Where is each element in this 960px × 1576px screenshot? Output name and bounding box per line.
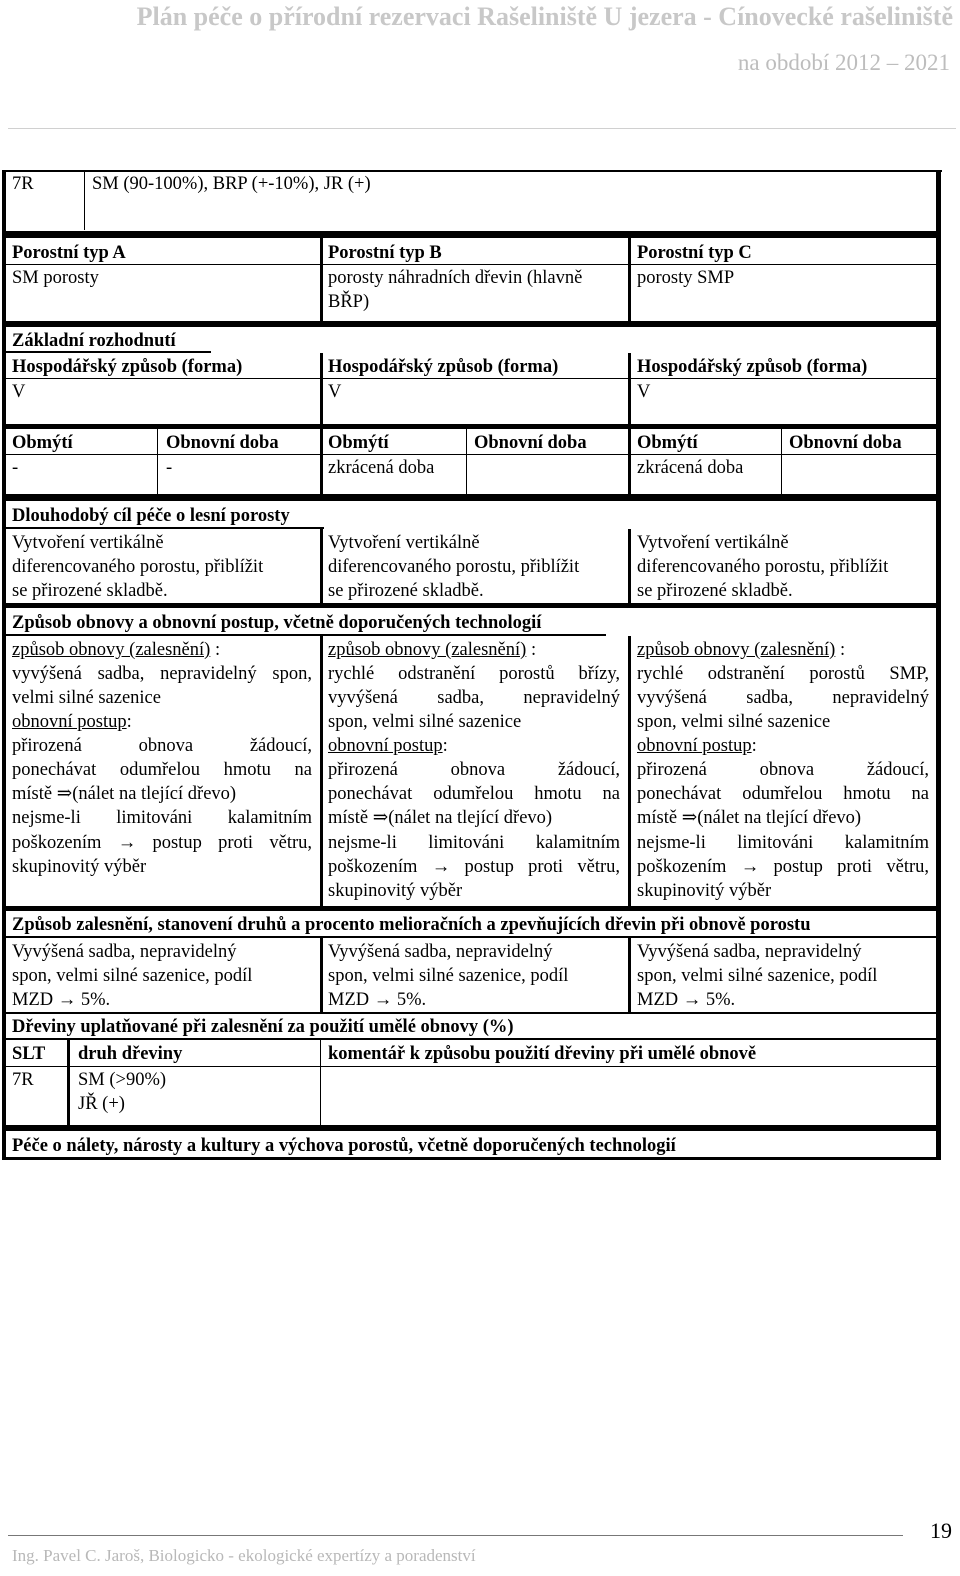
renewal-procedure-c: poškozením → postup proti větru, bbox=[637, 857, 929, 877]
rotation-value-a: - bbox=[12, 458, 19, 478]
afforestation-text-b: spon, velmi silné sazenice, podíl bbox=[328, 966, 569, 986]
goal-text-c: Vytvoření vertikálně bbox=[637, 533, 789, 553]
renewal-procedure-c: přirozená obnova žádoucí, bbox=[637, 760, 929, 780]
section-rule bbox=[6, 231, 936, 238]
renewal-procedure-b: přirozená obnova žádoucí, bbox=[328, 760, 620, 780]
stand-type-c-heading: Porostní typ C bbox=[637, 243, 752, 263]
renewal-procedure-a: skupinovitý výběr bbox=[12, 857, 147, 877]
species-column-header: druh dřeviny bbox=[78, 1044, 183, 1064]
rotation-heading: Obmýtí bbox=[328, 433, 389, 453]
slt-code: 7R bbox=[12, 174, 34, 194]
column-rule bbox=[320, 353, 323, 425]
column-rule bbox=[320, 238, 323, 322]
stand-type-a-desc: SM porosty bbox=[12, 268, 99, 288]
section-rule bbox=[6, 494, 936, 501]
stand-type-c-desc: porosty SMP bbox=[637, 268, 735, 288]
column-rule bbox=[781, 429, 782, 495]
goal-text-a: Vytvoření vertikálně bbox=[12, 533, 164, 553]
renewal-heading: Způsob obnovy a obnovní postup, včetně doporučených technologií bbox=[12, 613, 542, 633]
afforestation-text-c: spon, velmi silné sazenice, podíl bbox=[637, 966, 878, 986]
afforestation-text-b: Vyvýšená sadba, nepravidelný bbox=[328, 942, 553, 962]
renewal-method-c: vyvýšená sadba, nepravidelný bbox=[637, 688, 929, 708]
page-title: Plán péče o přírodní rezervaci Rašeliniště U jezera - Cínovecké rašeliniště bbox=[136, 2, 953, 31]
goal-text-b: se přirozené skladbě. bbox=[328, 581, 484, 601]
column-rule bbox=[628, 529, 631, 604]
column-rule bbox=[67, 1040, 70, 1126]
method-heading-c: Hospodářský způsob (forma) bbox=[637, 357, 868, 377]
column-rule bbox=[320, 429, 323, 495]
footer-divider bbox=[8, 1535, 903, 1536]
renewal-period-heading: Obnovní doba bbox=[789, 433, 902, 453]
renewal-procedure-a: ponechávat odumřelou hmotu na bbox=[12, 760, 312, 780]
footer-author: Ing. Pavel C. Jaroš, Biologicko - ekologické expertízy a poradenství bbox=[12, 1546, 476, 1565]
care-heading: Péče o nálety, nárosty a kultury a výchova porostů, včetně doporučených technologií bbox=[12, 1136, 676, 1156]
renewal-procedure-label-a: obnovní postup: bbox=[12, 712, 132, 732]
species-row-name: JŘ (+) bbox=[78, 1094, 125, 1114]
renewal-method-label-c: způsob obnovy (zalesnění) : bbox=[637, 640, 846, 660]
afforestation-text-c: MZD → 5%. bbox=[637, 990, 736, 1010]
renewal-procedure-c: nejsme-li limitováni kalamitním bbox=[637, 833, 929, 853]
goal-text-a: se přirozené skladbě. bbox=[12, 581, 168, 601]
section-rule bbox=[6, 906, 936, 911]
renewal-procedure-b: nejsme-li limitováni kalamitním bbox=[328, 833, 620, 853]
afforestation-text-b: MZD → 5%. bbox=[328, 990, 427, 1010]
slt-row-divider bbox=[84, 172, 85, 230]
column-rule bbox=[628, 429, 631, 495]
section-rule bbox=[6, 264, 936, 265]
rotation-heading: Obmýtí bbox=[12, 433, 73, 453]
afforestation-text-a: Vyvýšená sadba, nepravidelný bbox=[12, 942, 237, 962]
goal-text-c: se přirozené skladbě. bbox=[637, 581, 793, 601]
renewal-procedure-c: místě ⇒(nálet na tlející dřevo) bbox=[637, 808, 862, 828]
renewal-procedure-b: ponechávat odumřelou hmotu na bbox=[328, 784, 620, 804]
method-value-c: V bbox=[637, 382, 651, 402]
species-row-slt: 7R bbox=[12, 1070, 34, 1090]
renewal-procedure-b: místě ⇒(nálet na tlející dřevo) bbox=[328, 808, 553, 828]
renewal-method-b: rychlé odstranění porostů břízy, bbox=[328, 664, 620, 684]
species-row-name: SM (>90%) bbox=[78, 1070, 167, 1090]
plan-period: na období 2012 – 2021 bbox=[737, 50, 950, 75]
slt-column-header: SLT bbox=[12, 1044, 46, 1064]
stand-type-b-desc: BŘP) bbox=[328, 292, 370, 312]
rotation-value-b: zkrácená doba bbox=[328, 458, 435, 478]
species-heading: Dřeviny uplatňované při zalesnění za použití umělé obnovy (%) bbox=[12, 1017, 514, 1037]
renewal-procedure-c: ponechávat odumřelou hmotu na bbox=[637, 784, 929, 804]
section-rule bbox=[6, 1066, 936, 1067]
stand-type-a-heading: Porostní typ A bbox=[12, 243, 126, 263]
column-rule bbox=[628, 353, 631, 425]
method-heading-b: Hospodářský způsob (forma) bbox=[328, 357, 559, 377]
column-rule bbox=[320, 1040, 321, 1126]
long-term-goal-heading: Dlouhodobý cíl péče o lesní porosty bbox=[12, 506, 290, 526]
renewal-method-label-a: způsob obnovy (zalesnění) : bbox=[12, 640, 221, 660]
method-value-a: V bbox=[12, 382, 26, 402]
renewal-procedure-c: skupinovitý výběr bbox=[637, 881, 772, 901]
renewal-procedure-label-b: obnovní postup: bbox=[328, 736, 448, 756]
page-number: 19 bbox=[930, 1518, 952, 1543]
afforestation-heading: Způsob zalesnění, stanovení druhů a procento melioračních a zpevňujících dřevin při obnově porostu bbox=[12, 915, 811, 935]
afforestation-text-a: spon, velmi silné sazenice, podíl bbox=[12, 966, 253, 986]
column-rule bbox=[628, 636, 631, 907]
renewal-procedure-b: poškozením → postup proti větru, bbox=[328, 857, 620, 877]
column-rule bbox=[628, 938, 631, 1013]
stand-type-b-desc: porosty náhradních dřevin (hlavně bbox=[328, 268, 583, 288]
column-rule bbox=[320, 529, 323, 604]
goal-text-c: diferencovaného porostu, přiblížit bbox=[637, 557, 889, 577]
method-heading-a: Hospodářský způsob (forma) bbox=[12, 357, 243, 377]
rotation-value-c: zkrácená doba bbox=[637, 458, 744, 478]
basic-decision-heading: Základní rozhodnutí bbox=[12, 331, 176, 351]
column-rule bbox=[320, 636, 323, 907]
comment-column-header: komentář k způsobu použití dřeviny při umělé obnově bbox=[328, 1044, 757, 1064]
renewal-method-a: vyvýšená sadba, nepravidelný spon, bbox=[12, 664, 312, 684]
method-value-b: V bbox=[328, 382, 342, 402]
renewal-procedure-b: skupinovitý výběr bbox=[328, 881, 463, 901]
section-rule bbox=[6, 603, 936, 608]
renewal-procedure-a: přirozená obnova žádoucí, bbox=[12, 736, 312, 756]
renewal-period-value-a: - bbox=[166, 458, 173, 478]
section-rule bbox=[6, 1012, 936, 1014]
column-rule bbox=[628, 238, 631, 322]
renewal-method-b: vyvýšená sadba, nepravidelný bbox=[328, 688, 620, 708]
goal-text-a: diferencovaného porostu, přiblížit bbox=[12, 557, 264, 577]
afforestation-text-c: Vyvýšená sadba, nepravidelný bbox=[637, 942, 862, 962]
goal-text-b: diferencovaného porostu, přiblížit bbox=[328, 557, 580, 577]
renewal-method-a: velmi silné sazenice bbox=[12, 688, 161, 708]
renewal-method-c: rychlé odstranění porostů SMP, bbox=[637, 664, 929, 684]
section-rule bbox=[6, 321, 936, 327]
section-rule bbox=[6, 1125, 936, 1131]
renewal-procedure-label-c: obnovní postup: bbox=[637, 736, 757, 756]
column-rule bbox=[320, 938, 323, 1013]
table-border-right bbox=[936, 170, 941, 1160]
section-rule bbox=[6, 424, 936, 429]
stand-type-b-heading: Porostní typ B bbox=[328, 243, 442, 263]
afforestation-text-a: MZD → 5%. bbox=[12, 990, 111, 1010]
renewal-procedure-a: poškozením → postup proti větru, bbox=[12, 833, 312, 853]
column-rule bbox=[157, 429, 158, 495]
rotation-heading: Obmýtí bbox=[637, 433, 698, 453]
column-rule bbox=[466, 429, 467, 495]
renewal-method-c: spon, velmi silné sazenice bbox=[637, 712, 831, 732]
renewal-method-label-b: způsob obnovy (zalesnění) : bbox=[328, 640, 537, 660]
renewal-method-b: spon, velmi silné sazenice bbox=[328, 712, 522, 732]
renewal-procedure-a: místě ⇒(nálet na tlející dřevo) bbox=[12, 784, 237, 804]
slt-composition: SM (90-100%), BRP (+-10%), JR (+) bbox=[92, 174, 371, 194]
renewal-period-heading: Obnovní doba bbox=[474, 433, 587, 453]
renewal-period-heading: Obnovní doba bbox=[166, 433, 279, 453]
renewal-procedure-a: nejsme-li limitováni kalamitním bbox=[12, 808, 312, 828]
goal-text-b: Vytvoření vertikálně bbox=[328, 533, 480, 553]
